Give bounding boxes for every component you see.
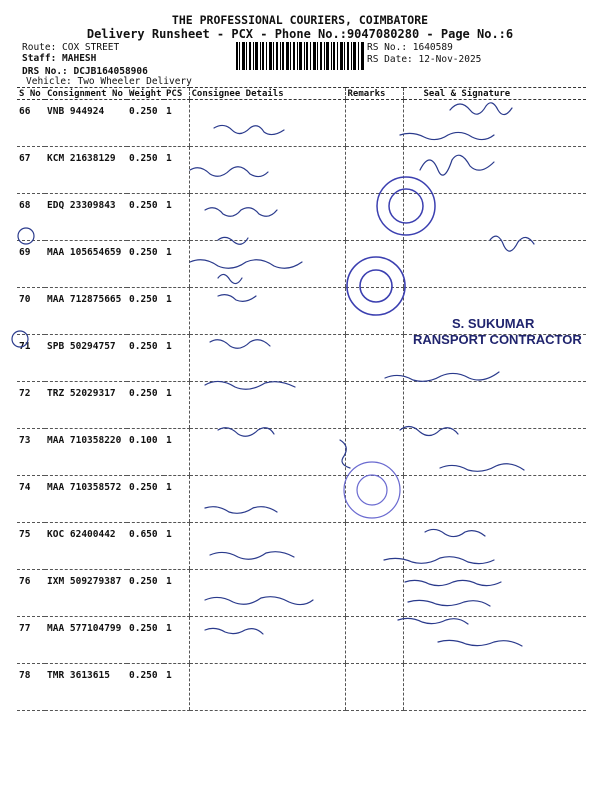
row-consignment-no: TRZ 52029317 xyxy=(45,382,127,429)
row-seal-signature xyxy=(403,617,586,664)
row-seal-signature xyxy=(403,147,586,194)
row-consignee-details xyxy=(189,570,345,617)
row-consignment-no: MAA 577104799 xyxy=(45,617,127,664)
row-seal-signature xyxy=(403,335,586,382)
table-row xyxy=(17,664,586,711)
table-row xyxy=(17,617,586,664)
row-consignee-details xyxy=(189,194,345,241)
col-consignee-header: Consignee Details xyxy=(189,88,345,100)
table-row xyxy=(17,382,586,429)
table-row xyxy=(17,288,586,335)
table-row xyxy=(17,523,586,570)
row-pcs: 1 xyxy=(164,664,189,711)
row-remarks xyxy=(345,100,403,147)
staff-label: Staff: MAHESH xyxy=(22,53,97,64)
row-consignment-no: MAA 710358220 xyxy=(45,429,127,476)
row-consignee-details xyxy=(189,288,345,335)
table-row xyxy=(17,476,586,523)
row-pcs: 1 xyxy=(164,241,189,288)
row-weight: 0.100 xyxy=(127,429,164,476)
row-remarks xyxy=(345,476,403,523)
table-row xyxy=(17,194,586,241)
row-consignee-details xyxy=(189,523,345,570)
row-sno: 66 xyxy=(17,100,45,147)
row-seal-signature xyxy=(403,664,586,711)
row-consignee-details xyxy=(189,429,345,476)
vehicle-label: Vehicle: Two Wheeler Delivery xyxy=(26,76,192,87)
row-sno: 71 xyxy=(17,335,45,382)
row-consignee-details xyxy=(189,664,345,711)
row-weight: 0.250 xyxy=(127,288,164,335)
row-weight: 0.250 xyxy=(127,100,164,147)
route-label: Route: COX STREET xyxy=(22,42,120,53)
consignment-table xyxy=(17,87,586,711)
row-sno: 73 xyxy=(17,429,45,476)
row-pcs: 1 xyxy=(164,335,189,382)
row-weight: 0.250 xyxy=(127,476,164,523)
row-consignee-details xyxy=(189,147,345,194)
row-weight: 0.250 xyxy=(127,664,164,711)
row-consignment-no: IXM 509279387 xyxy=(45,570,127,617)
row-consignment-no: TMR 3613615 xyxy=(45,664,127,711)
row-weight: 0.650 xyxy=(127,523,164,570)
row-sno: 74 xyxy=(17,476,45,523)
row-seal-signature xyxy=(403,100,586,147)
row-weight: 0.250 xyxy=(127,335,164,382)
contractor-name-stamp: S. SUKUMAR xyxy=(452,316,535,331)
table-row xyxy=(17,241,586,288)
row-consignment-no: VNB 944924 xyxy=(45,100,127,147)
row-weight: 0.250 xyxy=(127,147,164,194)
row-consignee-details xyxy=(189,241,345,288)
row-sno: 69 xyxy=(17,241,45,288)
row-pcs: 1 xyxy=(164,476,189,523)
row-sno: 68 xyxy=(17,194,45,241)
row-seal-signature xyxy=(403,429,586,476)
row-remarks xyxy=(345,429,403,476)
table-row xyxy=(17,100,586,147)
row-seal-signature xyxy=(403,194,586,241)
col-weight-header: Weight xyxy=(127,88,164,100)
table-row xyxy=(17,147,586,194)
col-sno-header: S No xyxy=(17,88,45,100)
row-pcs: 1 xyxy=(164,147,189,194)
row-seal-signature xyxy=(403,476,586,523)
row-remarks xyxy=(345,288,403,335)
row-weight: 0.250 xyxy=(127,570,164,617)
row-consignment-no: SPB 50294757 xyxy=(45,335,127,382)
row-remarks xyxy=(345,194,403,241)
row-consignment-no: MAA 105654659 xyxy=(45,241,127,288)
row-remarks xyxy=(345,335,403,382)
drs-number: DRS No.: DCJB164058906 xyxy=(22,66,148,77)
row-remarks xyxy=(345,241,403,288)
row-consignment-no: KOC 62400442 xyxy=(45,523,127,570)
rs-date: RS Date: 12-Nov-2025 xyxy=(367,54,482,65)
row-pcs: 1 xyxy=(164,523,189,570)
table-row xyxy=(17,570,586,617)
row-consignment-no: MAA 712875665 xyxy=(45,288,127,335)
row-remarks xyxy=(345,382,403,429)
table-row xyxy=(17,335,586,382)
row-weight: 0.250 xyxy=(127,382,164,429)
row-weight: 0.250 xyxy=(127,617,164,664)
rs-number: RS No.: 1640589 xyxy=(367,42,453,53)
row-consignment-no: KCM 21638129 xyxy=(45,147,127,194)
row-sno: 76 xyxy=(17,570,45,617)
col-signature-header: Seal & Signature xyxy=(403,88,586,100)
col-remarks-header: Remarks xyxy=(345,88,403,100)
row-remarks xyxy=(345,664,403,711)
runsheet-subtitle: Delivery Runsheet - PCX - Phone No.:9047080280 - Page No.:6 xyxy=(86,27,514,41)
row-consignment-no: MAA 710358572 xyxy=(45,476,127,523)
row-seal-signature xyxy=(403,523,586,570)
col-consignment-header: Consignment No xyxy=(45,88,127,100)
row-pcs: 1 xyxy=(164,570,189,617)
row-remarks xyxy=(345,147,403,194)
row-sno: 70 xyxy=(17,288,45,335)
row-pcs: 1 xyxy=(164,100,189,147)
row-sno: 72 xyxy=(17,382,45,429)
contractor-title-stamp: RANSPORT CONTRACTOR xyxy=(413,332,582,347)
col-pcs-header: PCS xyxy=(164,88,189,100)
row-consignee-details xyxy=(189,617,345,664)
row-pcs: 1 xyxy=(164,382,189,429)
row-consignee-details xyxy=(189,100,345,147)
row-seal-signature xyxy=(403,570,586,617)
row-consignment-no: EDQ 23309843 xyxy=(45,194,127,241)
row-pcs: 1 xyxy=(164,617,189,664)
row-seal-signature xyxy=(403,382,586,429)
row-remarks xyxy=(345,570,403,617)
row-seal-signature xyxy=(403,241,586,288)
row-sno: 78 xyxy=(17,664,45,711)
row-sno: 75 xyxy=(17,523,45,570)
barcode-image xyxy=(236,42,364,70)
row-weight: 0.250 xyxy=(127,241,164,288)
row-seal-signature xyxy=(403,288,586,335)
table-header-row xyxy=(17,88,586,100)
row-pcs: 1 xyxy=(164,194,189,241)
row-sno: 77 xyxy=(17,617,45,664)
row-consignee-details xyxy=(189,382,345,429)
row-weight: 0.250 xyxy=(127,194,164,241)
row-consignee-details xyxy=(189,335,345,382)
row-pcs: 1 xyxy=(164,288,189,335)
table-row xyxy=(17,429,586,476)
company-title: THE PROFESSIONAL COURIERS, COIMBATORE xyxy=(171,13,429,27)
row-sno: 67 xyxy=(17,147,45,194)
row-remarks xyxy=(345,617,403,664)
row-pcs: 1 xyxy=(164,429,189,476)
row-consignee-details xyxy=(189,476,345,523)
row-remarks xyxy=(345,523,403,570)
